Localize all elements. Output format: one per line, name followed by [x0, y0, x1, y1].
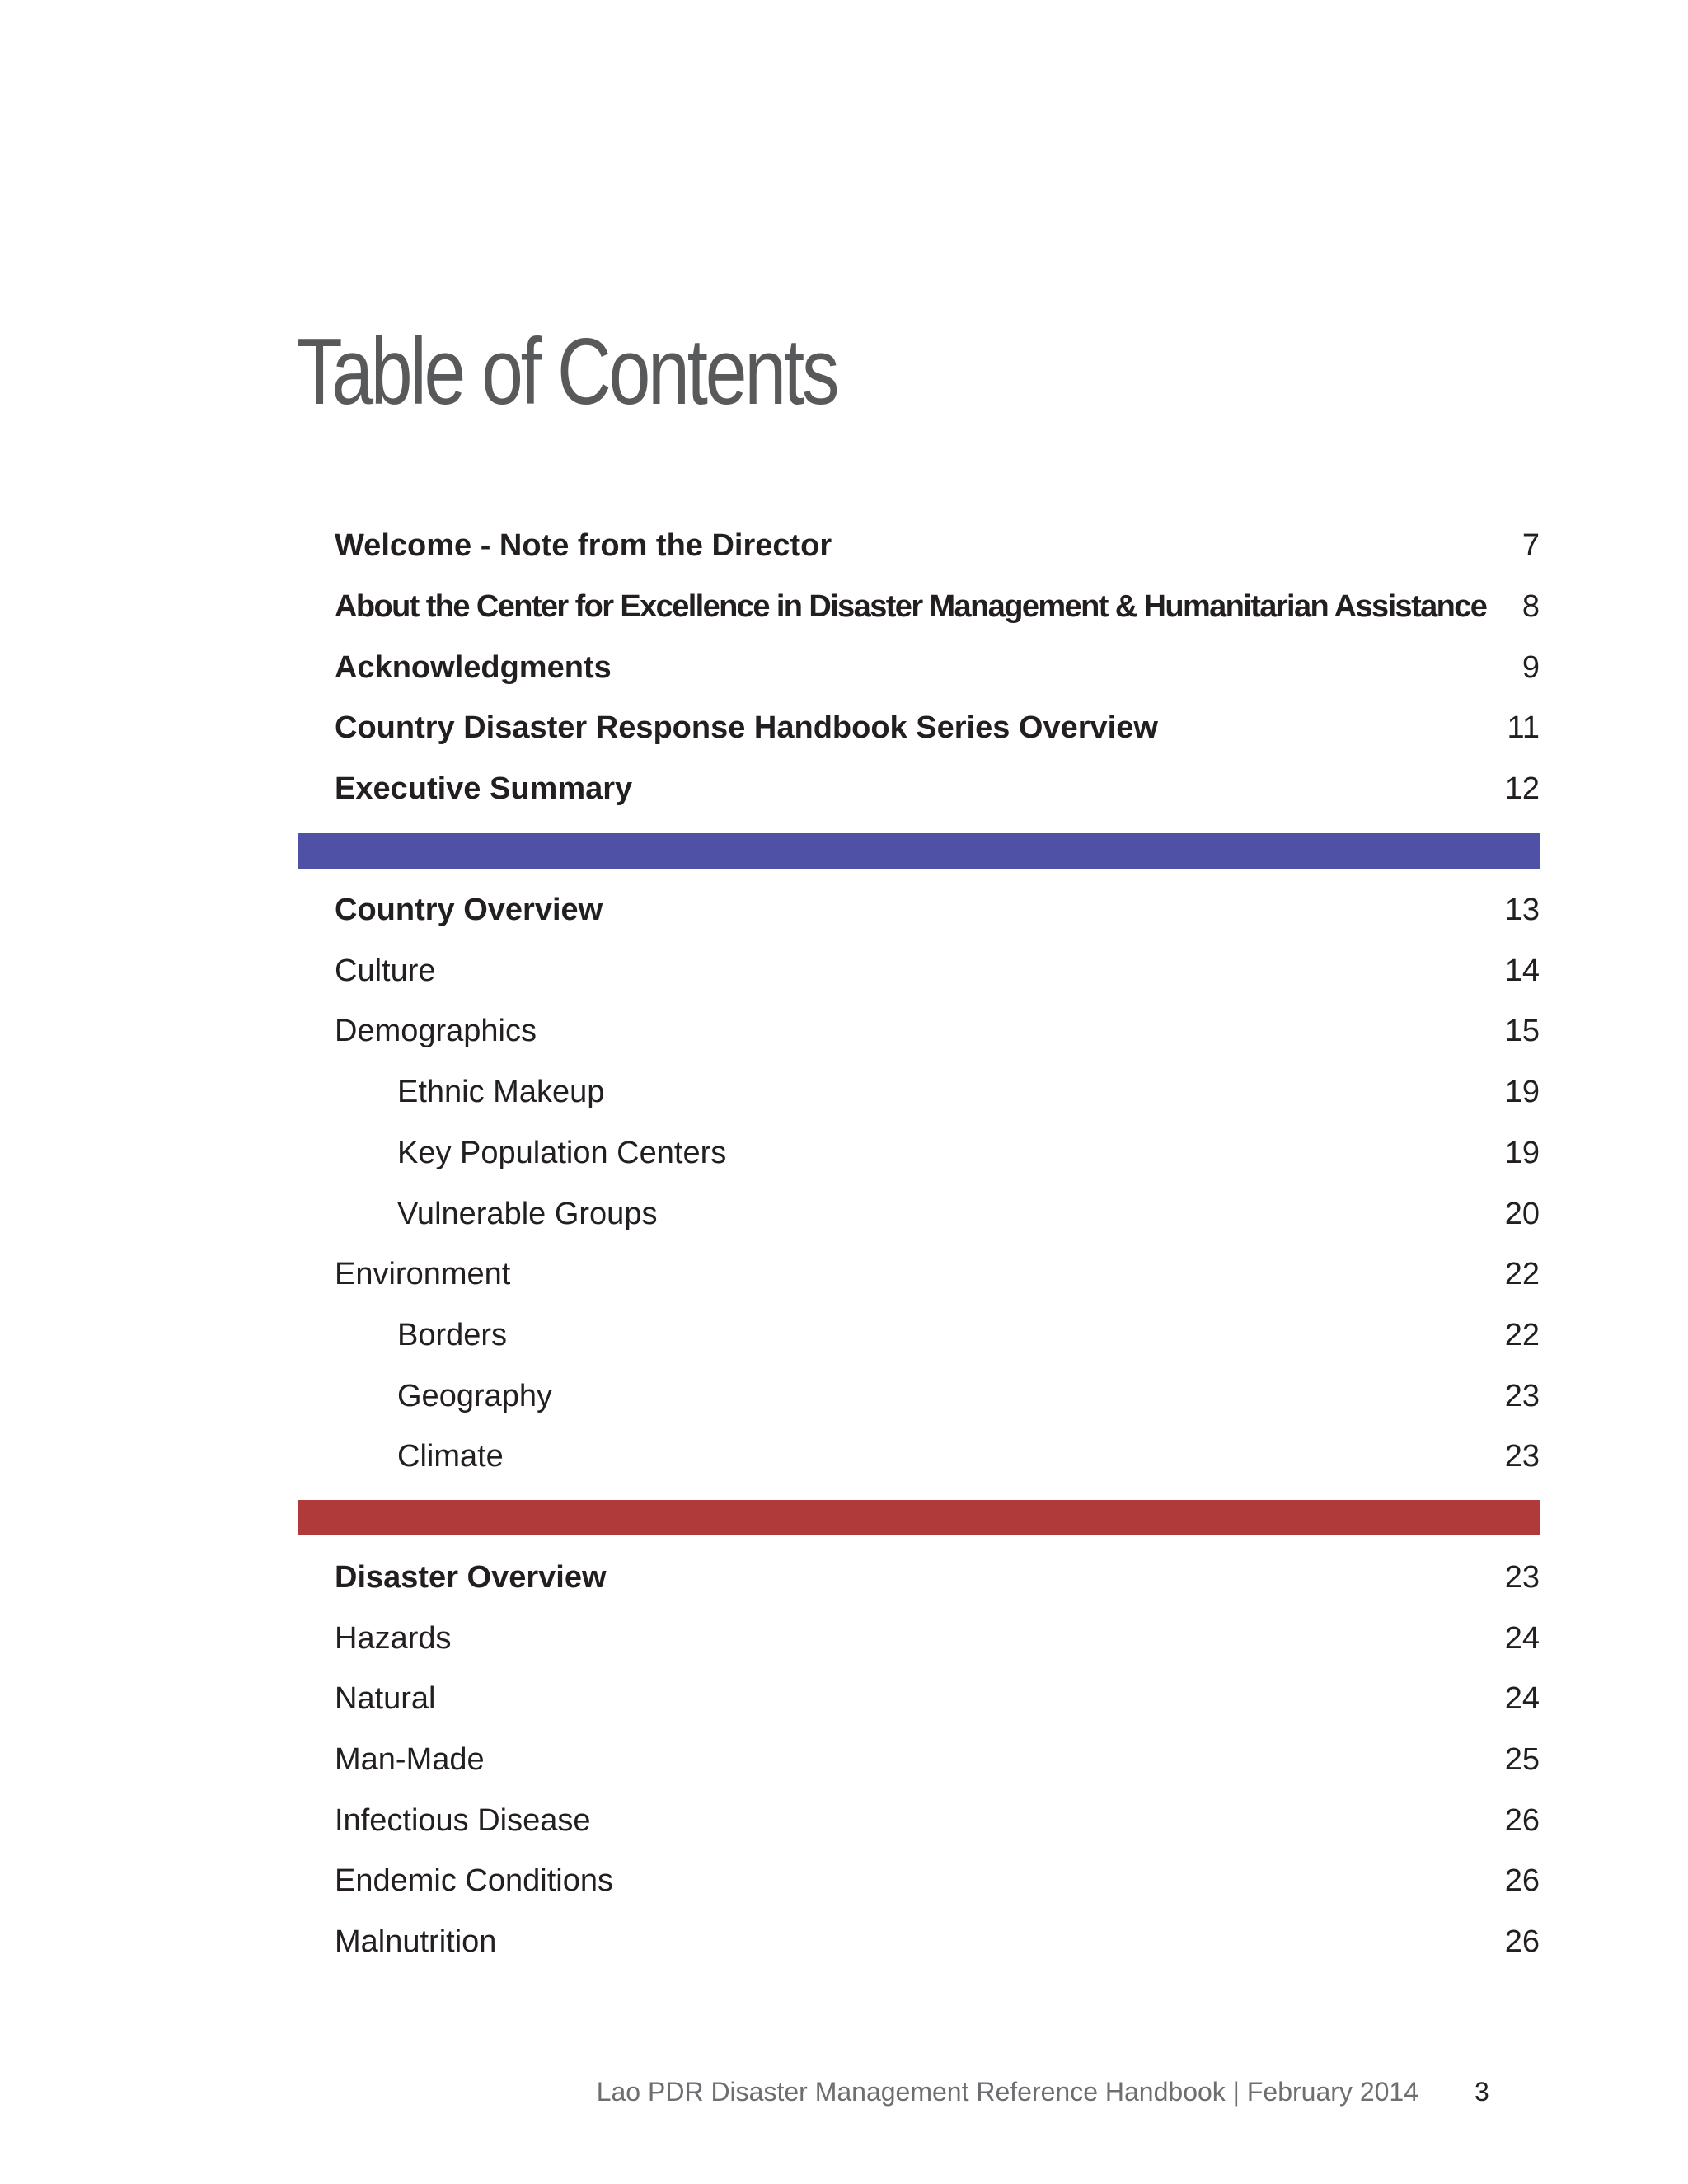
toc-page-number: 20	[1504, 1196, 1540, 1231]
toc-entry-label: Malnutrition	[335, 1924, 497, 1959]
toc-entry-series-overview[interactable]	[335, 697, 1540, 758]
toc-page-number: 13	[1504, 892, 1540, 927]
toc-entry-label: Key Population Centers	[397, 1135, 727, 1170]
toc-entry-climate[interactable]	[335, 1426, 1540, 1487]
toc-page-number: 26	[1504, 1924, 1540, 1959]
toc-entry-demographics[interactable]	[335, 1001, 1540, 1062]
toc-entry-natural[interactable]	[335, 1668, 1540, 1729]
toc-page-number: 22	[1504, 1256, 1540, 1291]
toc-entry-geography[interactable]	[335, 1366, 1540, 1427]
toc-entry-welcome[interactable]	[335, 515, 1540, 576]
toc-entry-label: Demographics	[335, 1013, 537, 1048]
toc-entry-endemic-conditions[interactable]	[335, 1850, 1540, 1911]
toc-page-number: 24	[1504, 1680, 1540, 1716]
toc-entry-label: Endemic Conditions	[335, 1863, 613, 1898]
toc-page-number: 12	[1504, 771, 1540, 806]
toc-entry-executive-summary[interactable]	[335, 758, 1540, 819]
toc-page-number: 26	[1504, 1802, 1540, 1838]
toc-section-country-overview[interactable]	[335, 879, 1540, 940]
country-overview-section-bar	[298, 833, 1540, 869]
toc-page-number: 22	[1504, 1317, 1540, 1352]
toc-page-number: 23	[1504, 1559, 1540, 1595]
toc-entry-label: Culture	[335, 953, 436, 988]
toc-page-number: 11	[1507, 710, 1540, 745]
toc-entry-environment[interactable]	[335, 1244, 1540, 1305]
toc-entry-label: Infectious Disease	[335, 1802, 591, 1838]
toc-page-number: 24	[1504, 1620, 1540, 1656]
toc-page-number: 23	[1504, 1378, 1540, 1413]
toc-entry-ethnic-makeup[interactable]	[335, 1062, 1540, 1122]
toc-entry-label: Man-Made	[335, 1741, 485, 1777]
toc-page-number: 14	[1504, 953, 1540, 988]
toc-entry-label: Environment	[335, 1256, 511, 1291]
toc-entry-infectious-disease[interactable]	[335, 1790, 1540, 1851]
toc-page-number: 25	[1504, 1741, 1540, 1777]
disaster-overview-section-bar	[298, 1500, 1540, 1535]
toc-entry-vulnerable-groups[interactable]	[335, 1183, 1540, 1244]
toc-entry-acknowledgments[interactable]	[335, 637, 1540, 698]
toc-page-number: 7	[1522, 527, 1540, 563]
toc-entry-label: Ethnic Makeup	[397, 1074, 605, 1109]
toc-entry-label: Vulnerable Groups	[397, 1196, 658, 1231]
page-title: Table of Contents	[297, 320, 837, 424]
toc-entry-label: Disaster Overview	[335, 1559, 607, 1595]
toc-entry-label: Acknowledgments	[335, 649, 612, 685]
toc-entry-malnutrition[interactable]	[335, 1911, 1540, 1972]
toc-page-number: 26	[1504, 1863, 1540, 1898]
toc-page-number: 23	[1504, 1438, 1540, 1474]
toc-entry-culture[interactable]	[335, 940, 1540, 1001]
toc-entry-label: About the Center for Excellence in Disaster Management & Humanitarian Assistance	[335, 588, 1487, 624]
toc-entry-hazards[interactable]	[335, 1608, 1540, 1669]
toc-section-disaster-overview[interactable]	[335, 1547, 1540, 1608]
toc-page-number: 9	[1522, 649, 1540, 685]
toc-entry-label: Natural	[335, 1680, 436, 1716]
toc-entry-key-population-centers[interactable]	[335, 1122, 1540, 1183]
toc-entry-label: Welcome - Note from the Director	[335, 527, 832, 563]
footer-text: Lao PDR Disaster Management Reference Handbook | February 2014	[596, 2077, 1418, 2107]
toc-entry-label: Geography	[397, 1378, 553, 1413]
toc-page-number: 19	[1504, 1074, 1540, 1109]
toc-entry-label: Country Overview	[335, 892, 603, 927]
toc-entry-label: Executive Summary	[335, 771, 633, 806]
page-footer	[0, 2077, 1688, 2115]
toc-entry-label: Borders	[397, 1317, 508, 1352]
toc-entry-man-made[interactable]	[335, 1729, 1540, 1790]
footer-page-number: 3	[1475, 2077, 1489, 2107]
toc-entry-label: Climate	[397, 1438, 504, 1474]
toc-page-number: 8	[1522, 588, 1540, 624]
toc-entry-borders[interactable]	[335, 1305, 1540, 1366]
toc-entry-label: Hazards	[335, 1620, 452, 1656]
toc-entry-about-center[interactable]	[335, 576, 1540, 637]
toc-entry-label: Country Disaster Response Handbook Series Overview	[335, 710, 1158, 745]
toc-page-number: 19	[1504, 1135, 1540, 1170]
toc-page-number: 15	[1504, 1013, 1540, 1048]
